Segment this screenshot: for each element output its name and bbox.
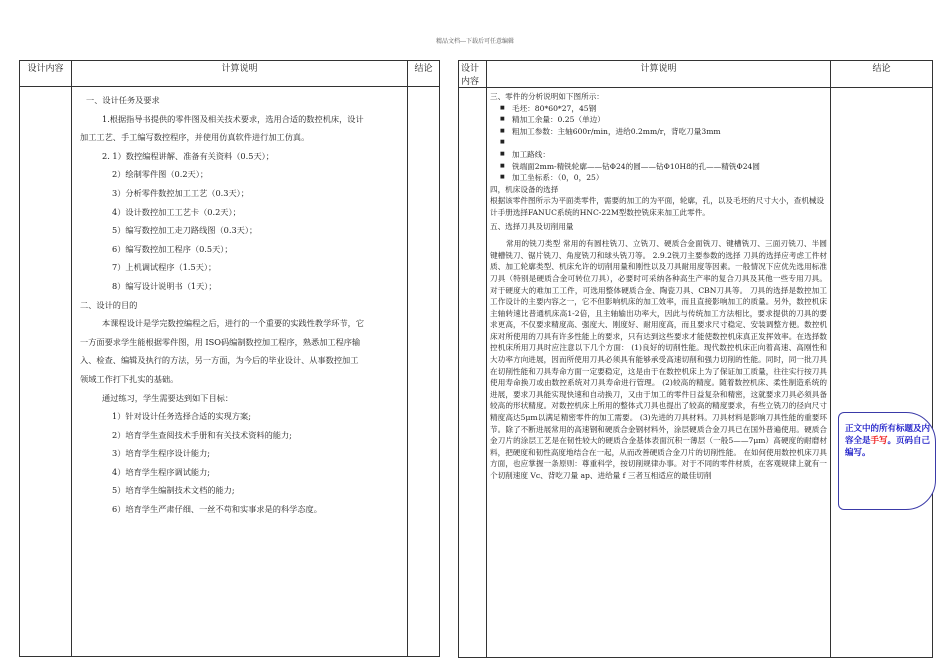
section4-text: 根据该零件图所示为平面类零件，需要的加工的为平面，轮廓，孔，以及毛坯的尺寸大小，查机械设计手册选择FANUC系统的HNC-22M型数控铣床来加工此零件。 [490,196,825,217]
left-text-line: 入、检查、编辑及执行的方法，另一方面，为今后的毕业设计、从事数控加工 [80,355,359,366]
part-spec-item: ■ 铣端面2mm-精铣轮廓——钻Φ24的圆——钻Φ10H8的孔——精铣Φ24圆 [512,161,827,173]
part-spec-item [512,137,827,149]
right-col-calc-header: 计算说明 [487,61,831,88]
part-spec-item: ■ 毛坯：80*60*27，45钢 [512,103,827,115]
section5-text: 常用的铣刀类型 常用的有圆柱铣刀、立铣刀、硬质合金面铣刀、键槽铣刀、三面刃铣刀、半圆键槽铣刀、锯片铣刀、角度铣刀和球头铣刀等。 2.9.2铣刀主要参数的选择 刀具的选择应考虑工件材质、加工轮廓类型、机床允许的切削用量和刚性以及刀具耐用度等因素。一般情况下应优先选用标准刀具（特别是硬质合金可转位刀具），必要时可采纳各种高生产率的复合刀具及其他一些专用刀具。对于硬度大的难加工工件，可选用整体硬质合金、陶瓷刀具、CBN刀具等。 刀具的选择是数控加工工作设计的主要内容之一，它不但影响机床的加工效率，而且直接影响加工的质量。另外，数控机床主轴转速比普通机床高1-2倍，且主轴输出功率大，因此与传统加工方法相比，要求提供的刀具的要求更高，不仅要求精度高、强度大、刚度好、耐用度高，而且要求尺寸稳定、安装调整方便。数控机床对所使用的刀具有许多性能上的要求，只有达到这些要求才能使数控机床真正发挥效率。在选择数控机床所用刀具时应注意以下几个方面： (1)良好的切削性能。现代数控机床正向着高速、高刚性和大功率方向进展，因而所使用刀具必须具有能够承受高速切削和强力切削的性能。同时，同一批刀具在切削性能和刀具寿命方面一定要稳定，这是由于在数控机床上为了保证加工质量，往往实行按刀具使用寿命换刀或由数控系统对刀具寿命进行管理。 (2)较高的精度。随着数控机床、柔性制造系统的进展，要求刀具能实现快速和自动换刀，又由于加工的零件日益复杂和精密，这就要求刀具必须具备较高的形状精度。对数控机床上所用的整体式刀具也提出了较高的精度要求，有些立铣刀的径向尺寸精度高达5μm以满足精密零件的加工需要。 (3)先进的刀具材料。刀具材料是影响刀具性能的重要环节。除了不断进展常用的高速钢和硬质合金钢材料外，涂层硬质合金刀具已在国外普遍使用。硬质合金刀片的涂层工艺是在韧性较大的硬质合金基体表面沉积一薄层（一般5——7μm）高硬度的耐磨材料，把硬度和韧性高度地结合在一起，从而改善硬质合金刀片的切削性能。 在如何使用数控机床刀具方面，也应掌握一条原则：尊重科学，按切削规律办事。对于不同的零件材质，在客观规律上就有一个切削速度 Vc、背吃刀量 ap、进给量 f 三者互相适应的最佳切削 [490,239,827,480]
left-text-line: 二、设计的目的 [80,299,138,310]
left-text-line: 加工工艺、手工编写数控程序，并使用仿真软件进行加工仿真。 [80,132,310,143]
left-text-line: 1）针对设计任务选择合适的实现方案; [112,411,251,422]
left-text-line: 6）培育学生严肃仔细、一丝不苟和实事求是的科学态度。 [112,504,322,515]
right-result-cell [831,88,933,658]
left-text-line: 一方面要求学生能根据零件图，用 ISO码编制数控加工程序，熟悉加工程序输 [80,336,361,347]
left-text-line: 2. 1）数控编程讲解、准备有关资料（0.5天）； [102,150,274,161]
left-text-line: 5）编写数控加工走刀路线图（0.3天）； [112,225,258,236]
part-spec-item: ■ 加工坐标系：（0，0，25） [512,172,827,184]
section4-title: 四，机床设备的选择 [490,184,559,194]
right-col-result-header: 结论 [831,61,933,88]
left-text-line: 3）培育学生程序设计能力; [112,448,211,459]
right-calc-cell [487,88,831,658]
right-page-table [458,60,933,658]
section5-title: 五、选择刀具及切削用量 [490,221,574,231]
right-calc-text [487,88,830,482]
left-text-line: 4）设计数控加工工艺卡（0.2天）； [112,206,241,217]
left-calc-text [72,87,407,519]
callout-text-red: 手写 [870,436,888,446]
left-text-line: 领域工作打下扎实的基础。 [80,373,179,384]
part-spec-item: ■ 加工路线： [512,149,827,161]
left-text-line: 2）绘制零件图（0.2天）； [112,169,209,180]
left-text-line: 3）分析零件数控加工工艺（0.3天）； [112,187,249,198]
left-calc-cell [72,87,408,657]
left-page-table [19,60,440,657]
left-text-line: 7）上机调试程序（1.5天）； [112,262,217,273]
part-spec-list [490,103,827,184]
header-note: 精品文档---下载后可任意编辑 [435,38,515,45]
right-col-design-header: 设计内容 [459,61,487,88]
section3-title: 三、零件的分析说明如下图所示： [490,92,604,101]
left-text-line: 5）培育学生编制技术文档的能力; [112,485,235,496]
left-text-line: 4）培育学生程序调试能力; [112,466,211,477]
left-col-calc-header: 计算说明 [72,61,408,87]
left-text-line: 2）培育学生查阅技术手册和有关技术资料的能力; [112,429,292,440]
left-col-design-header: 设计内容 [20,61,72,87]
left-col-result-header: 结论 [408,61,440,87]
left-text-line: 一、设计任务及要求 [86,95,160,105]
left-text-line: 6）编写数控加工程序（0.5天）； [112,243,233,254]
part-spec-item: ■ 精加工余量：0.25（单边） [512,114,827,126]
left-result-cell [408,87,440,657]
callout-text-blue-2: 。页码自己编写。 [845,436,931,458]
callout-text-blue-1: 正文中的所有标题及内容全是 [845,424,931,446]
left-text-line: 1.根据指导书提供的零件图及相关技术要求，选用合适的数控机床，设计 [102,113,364,124]
left-design-cell [20,87,72,657]
right-design-cell [459,88,487,658]
left-text-line: 8）编写设计说明书（1天）； [112,280,217,291]
left-text-line: 本课程设计是学完数控编程之后，进行的一个重要的实践性教学环节，它 [102,318,365,329]
handwriting-note-callout [838,412,936,510]
part-spec-item: ■ 粗加工参数：主轴600r/min，进给0.2mm/r，背吃刀量3mm [512,126,827,138]
left-text-line: 通过练习，学生需要达到如下目标： [102,392,234,403]
